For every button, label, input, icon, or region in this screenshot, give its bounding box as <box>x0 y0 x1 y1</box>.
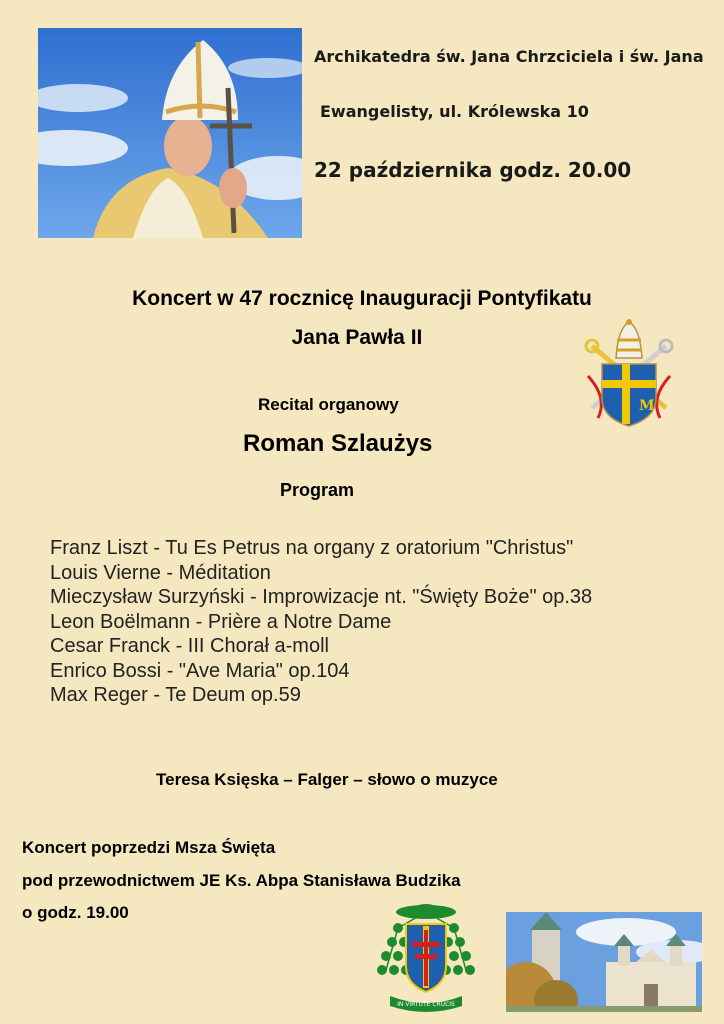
program-item: Max Reger - Te Deum op.59 <box>50 684 301 706</box>
speaker-line: Teresa Księska – Falger – słowo o muzyce <box>156 770 498 789</box>
program-item: Enrico Bossi - "Ave Maria" op.104 <box>50 659 350 682</box>
program-item: Mieczysław Surzyński - Improwizacje nt. "Święty Boże" op.38 <box>50 586 593 608</box>
papal-coat-of-arms <box>578 318 680 430</box>
concert-title-line-2: Jana Pawła II <box>291 326 423 349</box>
motto-text: IN VIRTUTE CRUCIS <box>397 1001 455 1008</box>
event-date: 22 października godz. 20.00 <box>314 158 632 182</box>
program-list <box>50 536 592 708</box>
concert-title: Koncert w 47 rocznicę Inauguracji Pontyfikatu <box>132 287 592 310</box>
program-item: Louis Vierne - Méditation <box>50 561 271 584</box>
cathedral-photo <box>506 912 702 1012</box>
pope-photo <box>38 28 302 238</box>
venue-line-2: Ewangelisty, ul. Królewska 10 <box>320 102 589 121</box>
program-item: Leon Boëlmann - Prière a Notre Dame <box>50 610 392 633</box>
program-item: Franz Liszt - Tu Es Petrus na organy z oratorium "Christus" <box>50 537 574 559</box>
recital-label: Recital organowy <box>258 395 399 414</box>
program-item: Cesar Franck - III Chorał a-moll <box>50 635 329 657</box>
performer-name: Roman Szlaużys <box>243 430 433 457</box>
venue-line-1: Archikatedra św. Jana Chrzciciela i św. Jana <box>314 47 704 66</box>
mass-line-1: Koncert poprzedzi Msza Święta <box>22 838 276 857</box>
mass-line-2: pod przewodnictwem JE Ks. Abpa Stanisława Budzika <box>22 871 461 890</box>
svg-text:M: M <box>639 398 655 414</box>
mass-line-3: o godz. 19.00 <box>22 903 129 922</box>
archbishop-coat-of-arms <box>376 900 476 1016</box>
program-label: Program <box>280 480 355 500</box>
